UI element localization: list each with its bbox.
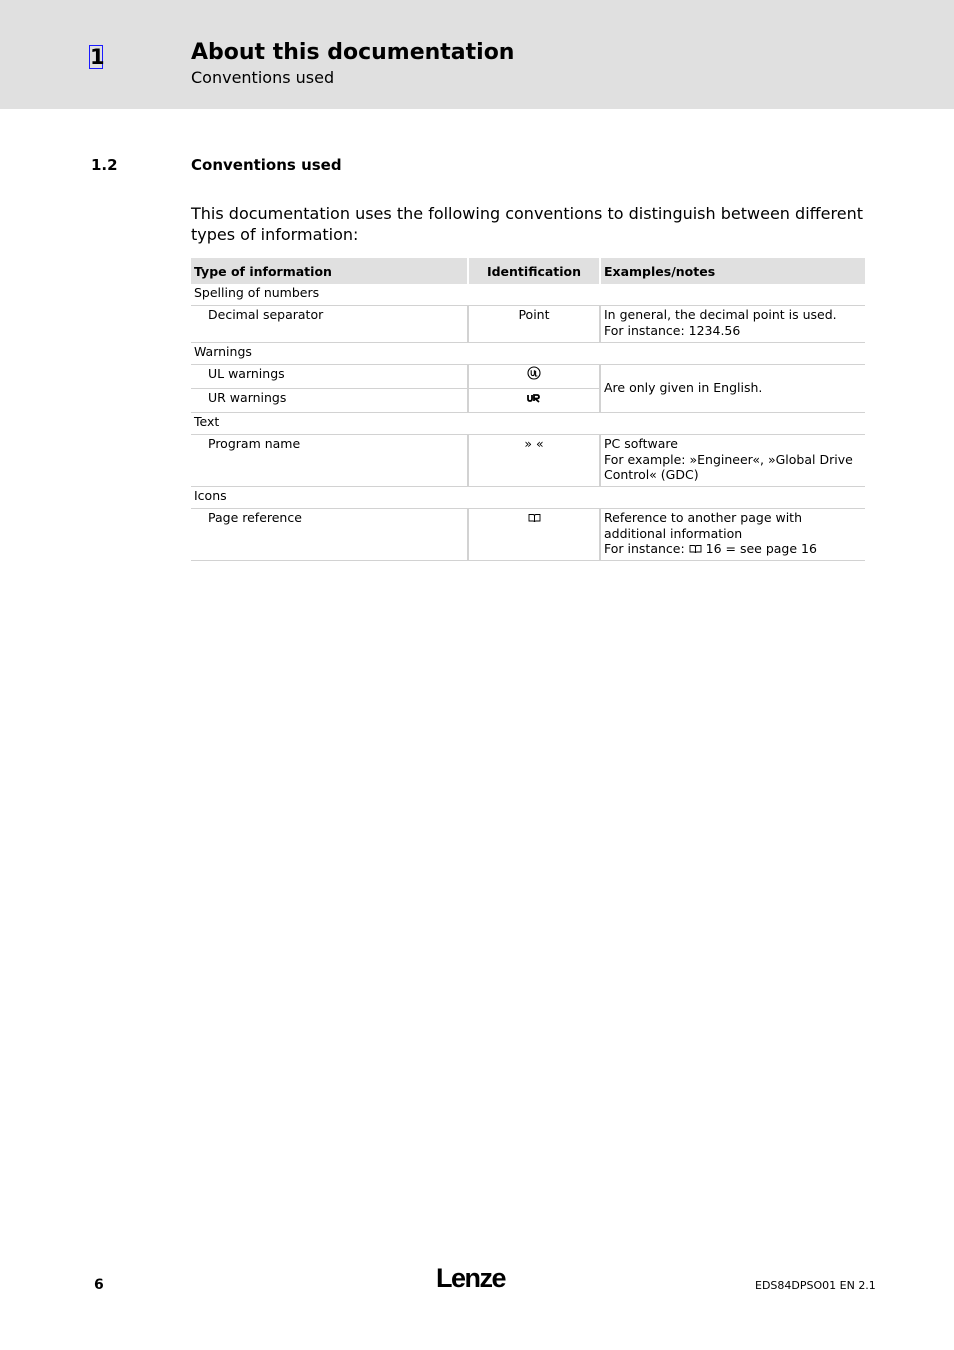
note-line: PC software <box>604 436 678 451</box>
conventions-table <box>191 258 865 561</box>
chapter-title: About this documentation <box>191 40 515 65</box>
table-row-ul <box>191 365 865 389</box>
section-number: 1.2 <box>91 156 118 174</box>
row-identification <box>468 509 600 561</box>
chapter-number-link[interactable]: 1 <box>90 45 105 69</box>
note-line: Reference to another page with additional information <box>604 510 803 541</box>
group-label: Warnings <box>191 343 865 365</box>
note-line: For example: »Engineer«, »Global Drive Control« (GDC) <box>604 451 853 482</box>
row-type: Program name <box>191 435 468 487</box>
group-row-warnings <box>191 343 865 365</box>
group-label: Icons <box>191 487 865 509</box>
note-line <box>604 541 862 557</box>
book-icon <box>528 511 541 527</box>
table-row-decimal <box>191 306 865 343</box>
lenze-logo: Lenze <box>436 1263 506 1293</box>
table-row-program <box>191 435 865 487</box>
page-number: 6 <box>94 1277 104 1293</box>
group-row-text <box>191 413 865 435</box>
row-note <box>600 306 865 343</box>
ul-listed-mark-icon <box>527 366 541 384</box>
note-suffix: 16 = see page 16 <box>705 541 817 556</box>
table-header-row <box>191 258 865 284</box>
note-prefix: For instance: <box>604 541 685 556</box>
intro-paragraph: This documentation uses the following conventions to distinguish between different types of information: <box>191 204 863 244</box>
row-identification: » « <box>468 435 600 487</box>
note-line: For instance: 1234.56 <box>604 322 741 338</box>
row-identification: Point <box>468 306 600 343</box>
ur-recognized-mark-icon <box>527 391 541 407</box>
header-type: Type of information <box>191 258 468 284</box>
group-label: Text <box>191 413 865 435</box>
row-note: Are only given in English. <box>600 365 865 413</box>
header-identification: Identification <box>468 258 600 284</box>
book-icon <box>689 542 702 558</box>
document-id: EDS84DPSO01 EN 2.1 <box>755 1279 876 1292</box>
chapter-subtitle: Conventions used <box>191 68 335 87</box>
row-type: Decimal separator <box>191 306 468 343</box>
row-type: Page reference <box>191 509 468 561</box>
row-identification <box>468 389 600 413</box>
table-row-page-ref <box>191 509 865 561</box>
row-type: UR warnings <box>191 389 468 413</box>
row-identification <box>468 365 600 389</box>
group-row-numbers <box>191 284 865 306</box>
row-note <box>600 509 865 561</box>
header-examples: Examples/notes <box>600 258 865 284</box>
row-note <box>600 435 865 487</box>
header-band <box>0 0 954 109</box>
row-type: UL warnings <box>191 365 468 389</box>
section-title: Conventions used <box>191 156 342 174</box>
note-line: In general, the decimal point is used. <box>604 307 837 322</box>
group-row-icons <box>191 487 865 509</box>
group-label: Spelling of numbers <box>191 284 865 306</box>
